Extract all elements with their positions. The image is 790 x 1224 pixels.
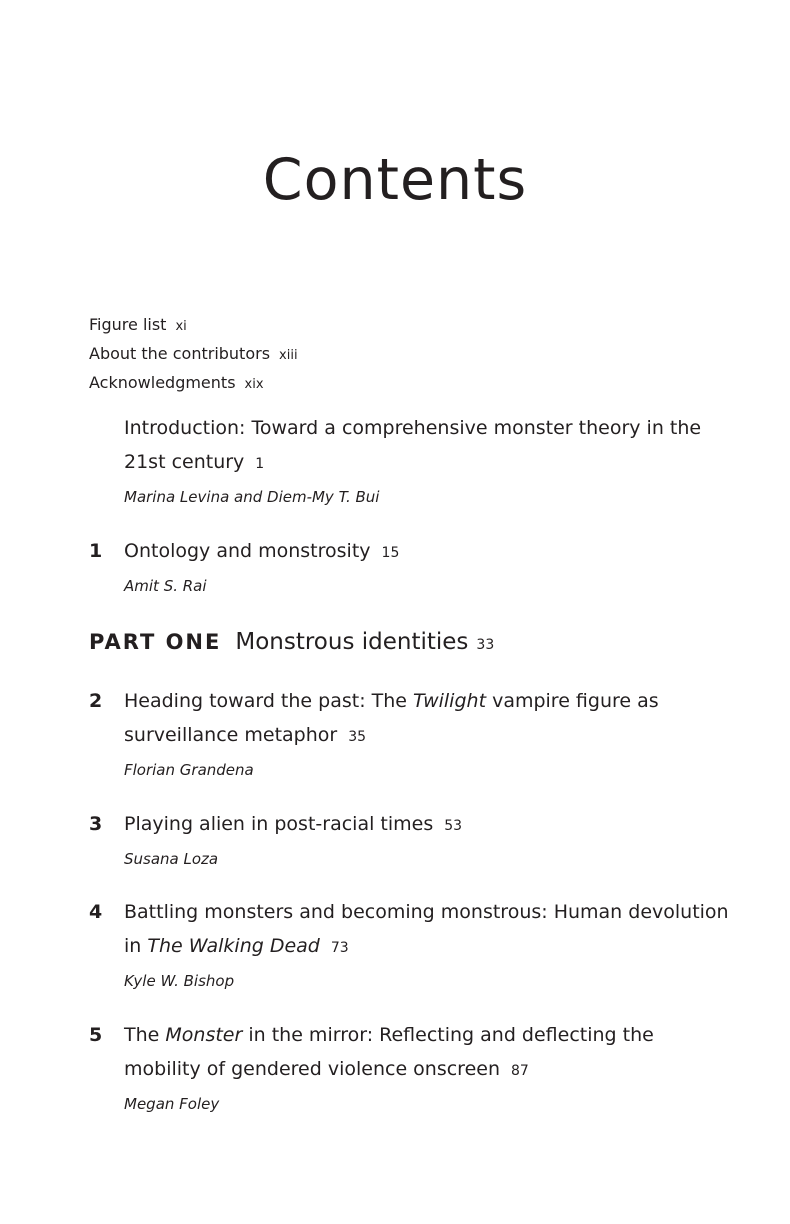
entry-title-line: 21st century [124, 451, 245, 473]
entry-title-text: Heading toward the past: The [124, 690, 414, 712]
entry-author: Kyle W. Bishop [124, 972, 235, 990]
toc-entry-chapter-4 [89, 895, 729, 991]
part-page: 33 [476, 637, 495, 653]
entry-page: 87 [511, 1063, 529, 1079]
front-matter-label: Figure list [89, 315, 167, 334]
page-title: Contents [262, 147, 528, 214]
part-label: PART ONE [89, 630, 222, 654]
toc-entry-chapter-5 [89, 1018, 729, 1114]
entry-title [124, 534, 729, 570]
entry-title [124, 411, 729, 481]
toc-entry-chapter-3 [89, 807, 729, 869]
entry-author: Amit S. Rai [124, 577, 207, 595]
chapter-number: 4 [89, 901, 103, 923]
entry-title-italic: Monster [165, 1024, 243, 1046]
entry-title-italic: Twilight [413, 690, 487, 712]
entry-title-line: Ontology and monstrosity [124, 540, 371, 562]
entry-author: Marina Levina and Diem-My T. Bui [124, 488, 380, 506]
entry-page: 15 [381, 545, 400, 561]
toc-entry-introduction [89, 411, 729, 507]
entry-page: 73 [330, 940, 349, 956]
front-matter-list [89, 311, 298, 398]
entry-title-text: The [124, 1024, 166, 1046]
toc-entry-chapter-2 [89, 684, 729, 780]
chapter-number: 1 [89, 540, 103, 562]
entry-title-line: Introduction: Toward a comprehensive monster theory in the [124, 417, 702, 439]
entry-title-italic: The Walking Dead [147, 935, 320, 957]
chapter-number: 3 [89, 813, 103, 835]
front-matter-item [89, 311, 298, 340]
entry-title [124, 1018, 729, 1088]
part-title: Monstrous identities [235, 629, 469, 655]
toc-entry-chapter-1 [89, 534, 729, 596]
entry-page: 1 [255, 456, 265, 472]
entry-title-line: Playing alien in post-racial times [124, 813, 434, 835]
front-matter-label: About the contributors [89, 344, 271, 363]
chapter-number: 2 [89, 690, 103, 712]
entry-author: Megan Foley [124, 1095, 220, 1113]
entry-author: Susana Loza [124, 850, 219, 868]
front-matter-page: xix [244, 377, 264, 392]
entry-page: 53 [444, 818, 463, 834]
front-matter-item [89, 369, 298, 398]
part-heading [89, 629, 494, 655]
entry-title-text: vampire figure as [486, 690, 659, 712]
entry-title-text: in [124, 935, 148, 957]
entry-page: 35 [348, 729, 367, 745]
entry-title-line: surveillance metaphor [124, 724, 338, 746]
entry-title [124, 807, 729, 843]
entry-title [124, 684, 729, 754]
front-matter-page: xiii [279, 348, 298, 363]
entry-title-line: mobility of gendered violence onscreen [124, 1058, 501, 1080]
front-matter-page: xi [175, 319, 187, 334]
chapter-number: 5 [89, 1024, 103, 1046]
entry-title-line: Battling monsters and becoming monstrous: Human devolution [124, 901, 729, 923]
entry-title-text: in the mirror: Reflecting and deflecting the [242, 1024, 654, 1046]
front-matter-item [89, 340, 298, 369]
entry-author: Florian Grandena [124, 761, 254, 779]
entry-title [124, 895, 729, 965]
front-matter-label: Acknowledgments [89, 373, 236, 392]
